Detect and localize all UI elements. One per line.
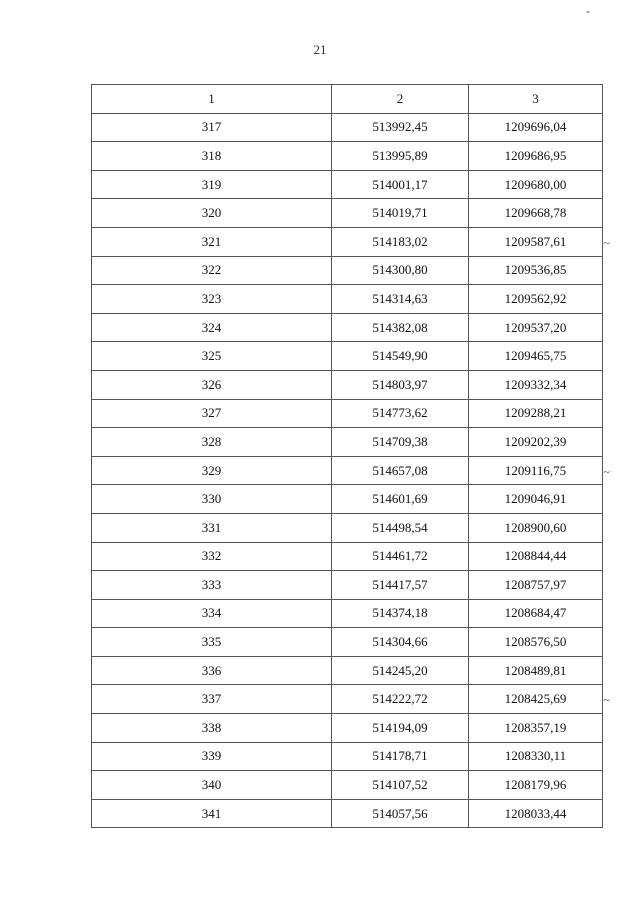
y-coordinate-cell (469, 571, 603, 600)
y-coordinate-value: 1209332,34 (504, 376, 567, 392)
point-number-cell: 323 (92, 285, 332, 314)
y-coordinate-value: 1208033,44 (504, 805, 567, 821)
table-row (92, 313, 603, 342)
y-coordinate-value: 1208357,19 (504, 719, 567, 735)
margin-tick-mark: ~ (603, 235, 610, 250)
y-coordinate-cell (469, 113, 603, 142)
table-row (92, 714, 603, 743)
y-coordinate-cell (469, 799, 603, 828)
y-coordinate-value: 1208330,11 (504, 748, 567, 764)
table-row (92, 742, 603, 771)
y-coordinate-value: 1209686,95 (504, 147, 567, 163)
table-row (92, 456, 603, 485)
table-row (92, 656, 603, 685)
margin-tick-mark: ~ (603, 464, 610, 479)
table-row (92, 113, 603, 142)
table-row (92, 571, 603, 600)
y-coordinate-value: 1209046,91 (504, 491, 567, 507)
y-coordinate-value: 1209562,92 (504, 290, 567, 306)
x-coordinate-cell: 514803,97 (332, 370, 469, 399)
point-number-cell: 332 (92, 542, 332, 571)
x-coordinate-cell: 514601,69 (332, 485, 469, 514)
table-row (92, 513, 603, 542)
y-coordinate-cell (469, 199, 603, 228)
x-coordinate-cell: 513992,45 (332, 113, 469, 142)
y-coordinate-value: 1209536,85 (504, 262, 567, 278)
point-number-cell: 317 (92, 113, 332, 142)
point-number-cell: 319 (92, 170, 332, 199)
x-coordinate-cell: 514461,72 (332, 542, 469, 571)
y-coordinate-value: 1208425,69 (504, 691, 567, 707)
x-coordinate-cell: 514374,18 (332, 599, 469, 628)
y-coordinate-value: 1208489,81 (504, 662, 567, 678)
y-coordinate-cell (469, 599, 603, 628)
y-coordinate-cell (469, 170, 603, 199)
y-coordinate-cell (469, 685, 610, 714)
x-coordinate-cell: 514709,38 (332, 428, 469, 457)
y-coordinate-value: 1209202,39 (504, 433, 567, 449)
y-coordinate-cell (469, 285, 603, 314)
point-number-cell: 330 (92, 485, 332, 514)
point-number-cell: 321 (92, 227, 332, 256)
y-coordinate-cell (469, 456, 610, 485)
y-coordinate-cell (469, 256, 603, 285)
point-number-cell: 336 (92, 656, 332, 685)
y-coordinate-value: 1209668,78 (504, 205, 567, 221)
y-coordinate-cell (469, 485, 603, 514)
x-coordinate-cell: 514057,56 (332, 799, 469, 828)
point-number-cell: 337 (92, 685, 332, 714)
y-coordinate-value: 1209288,21 (504, 405, 567, 421)
point-number-cell: 329 (92, 456, 332, 485)
y-coordinate-value: 1209680,00 (504, 176, 567, 192)
x-coordinate-cell: 514194,09 (332, 714, 469, 743)
coordinates-table (91, 84, 610, 828)
table-row (92, 399, 603, 428)
table-row (92, 227, 603, 256)
x-coordinate-cell: 514107,52 (332, 771, 469, 800)
table-row (92, 285, 603, 314)
x-coordinate-cell: 514417,57 (332, 571, 469, 600)
point-number-cell: 326 (92, 370, 332, 399)
point-number-cell: 339 (92, 742, 332, 771)
y-coordinate-cell (469, 399, 603, 428)
point-number-cell: 328 (92, 428, 332, 457)
table-header-row (92, 85, 603, 114)
x-coordinate-cell: 514222,72 (332, 685, 469, 714)
table-row (92, 199, 603, 228)
x-coordinate-cell: 514314,63 (332, 285, 469, 314)
y-coordinate-cell (469, 542, 603, 571)
x-coordinate-cell: 514183,02 (332, 227, 469, 256)
header-cell-1: 1 (92, 85, 332, 114)
point-number-cell: 333 (92, 571, 332, 600)
y-coordinate-cell (469, 742, 603, 771)
point-number-cell: 340 (92, 771, 332, 800)
table-row (92, 142, 603, 171)
table-row (92, 685, 603, 714)
y-coordinate-value: 1208179,96 (504, 777, 567, 793)
x-coordinate-cell: 514498,54 (332, 513, 469, 542)
header-cell-3: 3 (469, 85, 603, 114)
y-coordinate-value: 1208757,97 (504, 576, 567, 592)
y-coordinate-value: 1208684,47 (504, 605, 567, 621)
y-coordinate-value: 1209116,75 (504, 462, 567, 478)
x-coordinate-cell: 514300,80 (332, 256, 469, 285)
table-row (92, 370, 603, 399)
point-number-cell: 318 (92, 142, 332, 171)
table-row (92, 542, 603, 571)
x-coordinate-cell: 514549,90 (332, 342, 469, 371)
x-coordinate-cell: 514245,20 (332, 656, 469, 685)
table-row (92, 485, 603, 514)
y-coordinate-value: 1209537,20 (504, 319, 567, 335)
point-number-cell: 320 (92, 199, 332, 228)
table-row (92, 599, 603, 628)
x-coordinate-cell: 514304,66 (332, 628, 469, 657)
y-coordinate-cell (469, 428, 603, 457)
table-row (92, 771, 603, 800)
table-row (92, 799, 603, 828)
y-coordinate-value: 1208576,50 (504, 634, 567, 650)
x-coordinate-cell: 514001,17 (332, 170, 469, 199)
y-coordinate-cell (469, 628, 603, 657)
x-coordinate-cell: 514657,08 (332, 456, 469, 485)
y-coordinate-cell (469, 771, 603, 800)
table-row (92, 170, 603, 199)
point-number-cell: 325 (92, 342, 332, 371)
x-coordinate-cell: 514019,71 (332, 199, 469, 228)
y-coordinate-cell (469, 142, 603, 171)
y-coordinate-cell (469, 513, 603, 542)
page-number: 21 (313, 42, 327, 57)
y-coordinate-cell (469, 313, 603, 342)
point-number-cell: 334 (92, 599, 332, 628)
x-coordinate-cell: 513995,89 (332, 142, 469, 171)
y-coordinate-cell (469, 227, 610, 256)
y-coordinate-value: 1208900,60 (504, 519, 567, 535)
y-coordinate-value: 1209696,04 (504, 119, 567, 135)
y-coordinate-value: 1208844,44 (504, 548, 567, 564)
point-number-cell: 324 (92, 313, 332, 342)
y-coordinate-cell (469, 342, 603, 371)
point-number-cell: 335 (92, 628, 332, 657)
y-coordinate-cell (469, 370, 603, 399)
point-number-cell: 327 (92, 399, 332, 428)
x-coordinate-cell: 514773,62 (332, 399, 469, 428)
table-row (92, 342, 603, 371)
point-number-cell: 338 (92, 714, 332, 743)
x-coordinate-cell: 514178,71 (332, 742, 469, 771)
table-row (92, 428, 603, 457)
point-number-cell: 331 (92, 513, 332, 542)
margin-tick-mark: ~ (603, 693, 610, 708)
y-coordinate-cell (469, 656, 603, 685)
header-cell-2: 2 (332, 85, 469, 114)
corner-mark: - (586, 4, 590, 18)
y-coordinate-cell (469, 714, 603, 743)
point-number-cell: 322 (92, 256, 332, 285)
point-number-cell: 341 (92, 799, 332, 828)
x-coordinate-cell: 514382,08 (332, 313, 469, 342)
table-row (92, 628, 603, 657)
y-coordinate-value: 1209587,61 (504, 233, 567, 249)
y-coordinate-value: 1209465,75 (504, 348, 567, 364)
table-row (92, 256, 603, 285)
